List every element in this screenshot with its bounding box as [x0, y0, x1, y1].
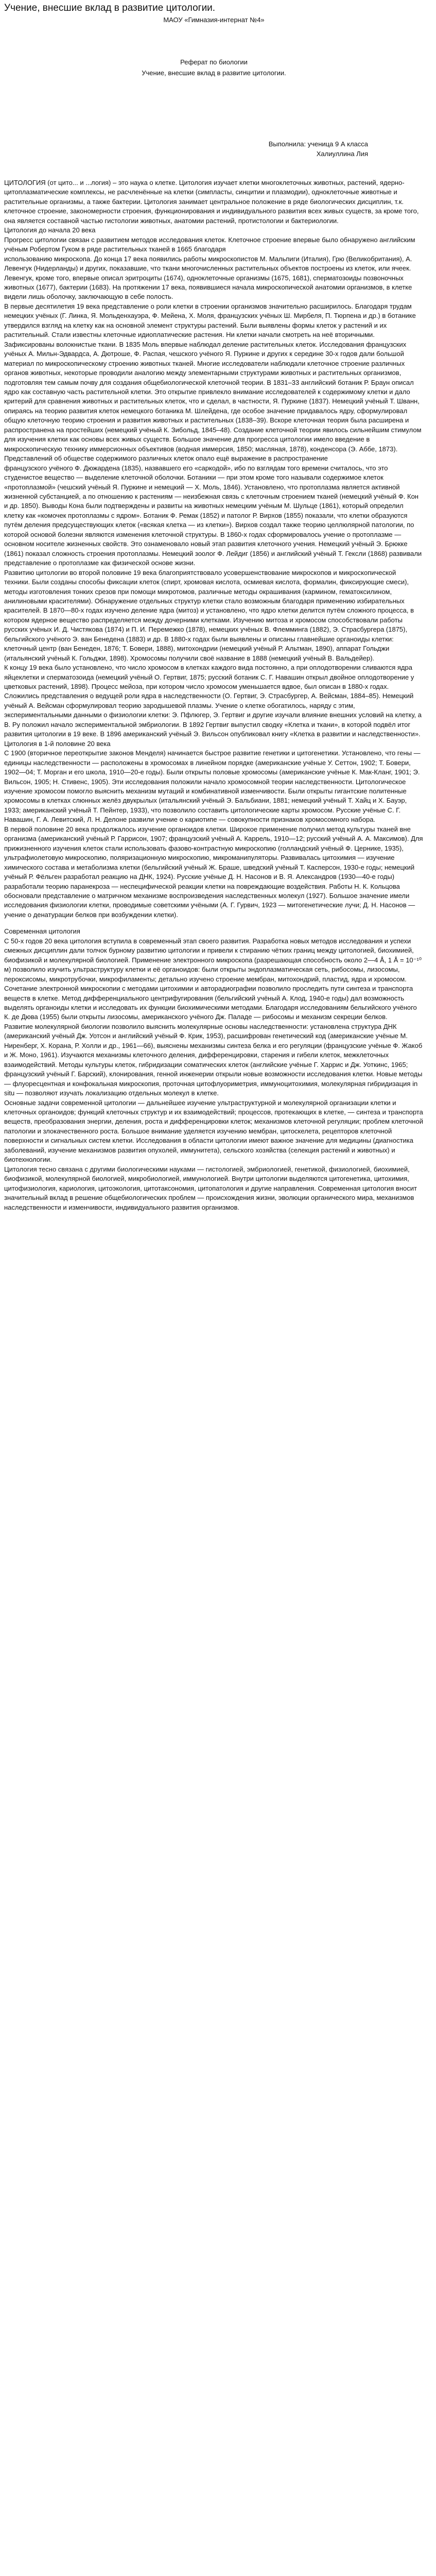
document-body: [4, 178, 424, 1212]
paragraph: Развитие молекулярной биологии позволило выяснить молекулярные основы наследственности: установлена структура ДНК (американский учёный Дж. Уотсон и английский учёный Ф. Крик, 1953), расшифрован генетический код (американские учёные М. Ниренберг, Х. Корана, Р. Холли и др., 1961—66), выяснены механизмы синтеза белка и его регуляции (французские учёные Ф. Жакоб и Ж. Моно, 1961). Изучаются механизмы клеточного деления, дифференцировки, старения и гибели клеток, межклеточных взаимодействий. Методы культуры клеток, гибридизации соматических клеток (английские учёные Г. Харрис и Дж. Уоткинс, 1965; французский учёный Г. Барский), клонирования, генной инженерии открыли новые возможности исследования клетки. Новые методы — флуоресцентная и конфокальная микроскопия, проточная цитофлуориметрия, иммуноцитохимия, молекулярная гибридизация in situ — позволяют изучать локализацию отдельных молекул в клетке.: [4, 1022, 423, 1097]
paragraph: В первой половине 20 века продолжалось изучение органоидов клетки. Широкое применение получил метод культуры тканей вне организма (американский учёный Р. Гаррисон, 1907; французский учёный А. Каррель, 1910—12; русский учёный А. А. Максимов). Для прижизненного изучения клеток стали использовать фазово-контрастную микроскопию (голландский учёный Ф. Цернике, 1935), ультрафиолетовую микроскопию, поляризационную микроскопию, микроманипуляторы. Развивалась цитохимия — изучение химического состава и метаболизма клетки (бельгийский учёный Ж. Браше, шведский учёный Т. Касперсон, 1930-е годы; немецкий учёный Р. Фёльген разработал реакцию на ДНК, 1924). Русские учёные Д. Н. Насонов и В. Я. Александров (1930—40-е годы) разработали теорию паранекроза — неспецифической реакции клетки на повреждающие воздействия. Работы Н. К. Кольцова обосновали представление о матричном механизме воспроизведения наследственных молекул (1927). Большое значение имели исследования физиологии клетки, проводимые советскими учёными (А. Г. Гурвич, 1923 — митогенетические лучи; Д. Н. Насонов — учение о денатурации белков при возбуждении клетки).: [4, 825, 423, 919]
paragraph: использованию микроскопа. До конца 17 века появились работы микроскопистов М. Мальпиги (Италия), Грю (Великобритания), А. Левенгук (Нидерланды) и других, показавшие, что ткани многочисленных растительных объектов построены из клеток, или ячеек. Левенгук, кроме того, впервые описал эритроциты (1674), одноклеточные организмы (1675, 1681), сперматозоиды позвоночных животных (1677), бактерии (1683). На протяжении 17 века, появившиеся начала микроскопической анатомии организмов, в клетке видели лишь оболочку, заключающую в себе полость.: [4, 255, 412, 301]
author-block: [4, 140, 424, 159]
report-genre: Реферат по биологии: [180, 58, 248, 66]
section-title-20th-century: Цитология в 1-й половине 20 века: [4, 739, 111, 748]
paragraph: ЦИТОЛОГИЯ (от цито... и ...логия) – это наука о клетке. Цитология изучает клетки многоклеточных животных, растений, ядерно-цитоплазматические комплексы, не расчленённые на клетки (симпласты, синцитии и плазмодии), одноклеточные животные и растительные организмы, а также бактерии. Цитология занимает центральное положение в ряде биологических дисциплин, т.к. клеточное строение, закономерности строения, функционирования и индивидуального развития всех живых существ, за кроме того, она является составной частью гистологии животных, анатомии растений, протистологии и бактериологии.: [4, 179, 419, 225]
modern-section: [4, 937, 424, 1212]
paragraph: Основные задачи современной цитологии — дальнейшее изучение ультраструктурной и молекулярной организации клетки и клеточных органоидов; функций клеточных структур и их взаимодействий; процессов, протекающих в клетке, — синтеза и транспорта веществ, преобразования энергии, деления, роста и дифференцировки клеток; механизмов клеточной регуляции; проблем клеточной патологии и злокачественного роста. Большое внимание уделяется изучению мембран, цитоскелета, рецепторов клеточной поверхности и сигнальных систем клетки. Исследования в области цитологии имеют важное значение для медицины (диагностика заболеваний, изучение механизмов развития опухолей, иммунитета), сельского хозяйства (селекция растений и животных) и биотехнологии.: [4, 1098, 423, 1164]
paragraph: В первые десятилетия 19 века представление о роли клетки в строении организмов значительно расширилось. Благодаря трудам немецких учёных (Г. Линка, Я. Мольденхауэра, Ф. Мейена, Х. Моля, французских учёных Ш. Мирбеля, П. Тюрпена и др.) в ботанике утвердился взгляд на клетку как на основной элемент структуры растений. Были выявлены формы клеток у растений и их растительный. Стали известны клеточные идиоплатические растения. Ни клетки начали смотреть на неё вторичными. Зафиксированы волокнистые ткани. В 1835 Моль впервые наблюдал деление растительных клеток. Исследования французских учёных А. Мильн-Эдвардса, А. Дютроше, Ф. Распая, чешского учёного Я. Пуркине и других к середине 30-х годов дали большой материал по микроскопическому строению животных тканей. Многие исследователи наблюдали клеточное строение различных органов животных, некоторые проводили аналогию между элементарными структурами животных и растительных организмов, подготовляя тем самым почву для создания общебиологической клеточной теории. В 1831–33 английский ботаник Р. Браун описал ядро как составную часть растительной клетки. Это открытие привлекло внимание исследователей к содержимому клетки и дало критерий для сравнения животных и растительных клеток, что и сделал, в частности, Я. Пуркине (1837). Немецкий учёный Т. Шванн, опираясь на теорию развития клеток немецкого ботаника М. Шлейдена, где особое значение придавалось ядру, сформулировал общую клеточную теорию строения и развития животных и растительных (1838–39). Вскоре клеточная теория была расширена и распространена на простейших (немецкий учёный К. Зибольд, 1845–48). Создание клеточной теории явилось сильнейшим стимулом для изучения клетки как основы всех живых существ. Большое значение для прогресса цитологии имело введение в микроскопическую технику иммерсионных объективов (водная иммерсия, 1850; масляная, 1878), конденсора (Э. Аббе, 1873). Представлений об обществе содержимого различных клеток опало ещё выражение в распространение: [4, 302, 422, 463]
intro-section: [4, 178, 424, 226]
author-role: Выполнила: ученица 9 А класса: [268, 140, 368, 148]
paragraph: С 50-х годов 20 века цитология вступила в современный этап своего развития. Разработка новых методов исследования и успехи смежных дисциплин дали толчок бурному развитию цитологии и привели к стиранию чётких границ между цитологией, биохимией, биофизикой и молекулярной биологией. Применение электронного микроскопа (разрешающая способность около 2—4 Å, 1 Å = 10⁻¹⁰ м) позволило изучить ультраструктуру клетки и её органоидов: были открыты эндоплазматическая сеть, рибосомы, лизосомы, пероксисомы, микротрубочки, микрофиламенты; детально изучено строение мембран, митохондрий, пластид, ядра и хромосом. Сочетание электронной микроскопии с методами цитохимии и авторадиографии позволило проследить пути синтеза и транспорта веществ в клетке. Метод дифференциального центрифугирования (бельгийский учёный А. Клод, 1940-е годы) дал возможность выделять органоиды клетки и исследовать их функции биохимическими методами. Благодаря исследованиям бельгийского учёного К. де Дюва (1955) были открыты лизосомы, американского учёного Дж. Паладе — рибосомы и механизм секреции белков.: [4, 937, 422, 1021]
paragraph: К концу 19 века было установлено, что число хромосом в клетках каждого вида постоянно, а при оплодотворении сливаются ядра яйцеклетки и сперматозоида (немецкий учёный О. Гертвиг, 1875; русский ботаник С. Г. Навашин открыл двойное оплодотворение у цветковых растений, 1898). Процесс мейоза, при котором число хромосом уменьшается вдвое, был описан в 1880-х годах. Сложились представления о ведущей роли ядра в наследственности (О. Гертвиг, Э. Страсбургер, А. Вейсман, 1884–85). Немецкий учёный А. Вейсман сформулировал теорию зародышевой плазмы. Учение о клетке обогатилось, наряду с этим, экспериментальными данными о физиологии клетки: Э. Пфлюгер, Э. Гертвиг и другие изучали влияние внешних условий на клетку, а В. Ру положил начало экспериментальной эмбриологии. В 1892 Гертвиг выпустил сводку «Клетка и ткани», в которой подвёл итог развития цитологии в 19 веке. В 1896 американский учёный Э. Вильсон опубликовал книгу «Клетка в развитии и наследственности».: [4, 664, 422, 738]
cover-block: [4, 58, 424, 78]
paragraph: С 1900 (вторичное переоткрытие законов Менделя) начинается быстрое развитие генетики и цитогенетики. Установлено, что гены — единицы наследственности — расположены в хромосомах в линейном порядке (американские учёные У. Сеттон, 1902; Т. Бовери, 1902—04; Т. Морган и его школа, 1910—20-е годы). Были открыты половые хромосомы (американские учёные К. Мак-Кланг, 1901; Э. Вильсон, 1905; Н. Стивенс, 1905). Эти исследования положили начало хромосомной теории наследственности. Цитологическое изучение хромосом помогло выяснить механизм мутаций и комбинативной изменчивости. Были открыты гигантские политенные хромосомы в клетках слюнных желёз двукрылых (итальянский учёный Э. Бальбиани, 1881; немецкий учёный Т. Хайц и Х. Бауэр, 1933; американский учёный Т. Пейнтер, 1933), что позволило составить цитологические карты хромосом. Русские учёные С. Г. Навашин, Г. А. Левитский, Л. Н. Делоне развили учение о кариотипе — совокупности признаков хромосомного набора.: [4, 749, 421, 824]
paragraph: Цитология тесно связана с другими биологическими науками — гистологией, эмбриологией, генетикой, физиологией, биохимией, биофизикой, молекулярной биологией, микробиологией, иммунологией. Внутри цитологии выделяются цитогенетика, цитохимия, цитофизиология, кариология, цитоэкология, цитотаксономия, цитопатология и другие направления. Современная цитология вносит значительный вклад в решение общебиологических проблем — происхождения жизни, эволюции органического мира, механизмов наследственности и изменчивости, индивидуального развития организмов.: [4, 1165, 417, 1211]
author-name: Халиуллина Лия: [316, 149, 368, 158]
paragraph: Развитию цитологии во второй половине 19 века благоприятствовало усовершенствование микроскопов и микроскопической техники. Были созданы способы фиксации клеток (спирт, хромовая кислота, осмиевая кислота, формалин, фиксирующие смеси), методы изготовления тонких срезов при помощи микротомов, различные методы окрашивания (кармином, гематоксилином, анилиновыми красителями). Обнаружение отдельных структур клетки стало возможным благодаря применению избирательных красителей. В 1870—80-х годах изучено деление ядра (митоз) и установлено, что ядро клетки делится путём сложного процесса, в котором ядерное вещество распределяется между дочерними клетками. Изучению митоза и хромосом способствовали работы русских учёных И. Д. Чистякова (1874) и П. И. Перемежко (1878), немецких учёных В. Флемминга (1882), Э. Страсбургера (1875), бельгийского учёного Э. ван Бенедена (1883) и др. В 1880-х годах были выявлены и описаны главнейшие органоиды клетки: клеточный центр (ван Бенеден, 1876; Т. Бовери, 1888), митохондрии (немецкий учёный Р. Альтман, 1890), аппарат Гольджи (итальянский учёный К. Гольджи, 1898). Хромосомы получили своё название в 1888 (немецкий учёный В. Вальдейер).: [4, 568, 414, 662]
school-name: МАОУ «Гимназия-интернат №4»: [163, 15, 265, 24]
history-section: [4, 235, 424, 739]
report-topic: Учение, внесшие вклад в развитие цитологии.: [142, 69, 286, 77]
section-title-modern: Современная цитология: [4, 927, 80, 936]
c20-section: [4, 749, 424, 920]
document-title: Учение, внесшие вклад в развитие цитологии.: [4, 3, 216, 13]
document-page: [0, 0, 436, 1233]
paragraph: французского учёного Ф. Дюжардена (1835), назвавшего его «саркодой», ибо по взглядам того времени считалось, что это студенистое вещество — выделение клеточной оболочки. Ботаники — при этом кроме того называли содержимое клеток «протоплазмой» (чешский учёный Я. Пуркине и немецкий — Х. Моль, 1846). Установлено, что протоплазма является активной жизненной субстанцией, а по отношению к растениям — неизбежная связь с клеточным строением тканей (немецкий учёный Ф. Кон и др. 1850). Выводы Кона были подтверждены и развиты на животных немецким учёным М. Шульце (1861), который определил клетку как «комочек протоплазмы с ядром». Ботаник Ф. Ремак (1852) и патолог Р. Вирхов (1855) показали, что клетки образуются путём деления предсуществующих клеток («всякая клетка — из клетки»). Вирхов создал также теорию целлюлярной патологии, по которой основой болезни являются изменения клеточной структуры. В 1860-х годах сформировалось учение о протоплазме — основном носителе жизненных свойств. Это ознаменовало новый этап развития клеточного учения. Немецкий учёный Э. Брюкке (1861) показал сложность строения протоплазмы. Немецкий зоолог Ф. Лейдиг (1856) и английский учёный Т. Гексли (1868) развивали представление о протоплазме как физической основе жизни.: [4, 464, 422, 567]
paragraph: Прогресс цитологии связан с развитием методов исследования клеток. Клеточное строение впервые было обнаружено английским учёным Робертом Гуком в ряде растительных тканей в 1665 благодаря: [4, 235, 415, 253]
section-title-history: Цитология до начала 20 века: [4, 226, 96, 234]
